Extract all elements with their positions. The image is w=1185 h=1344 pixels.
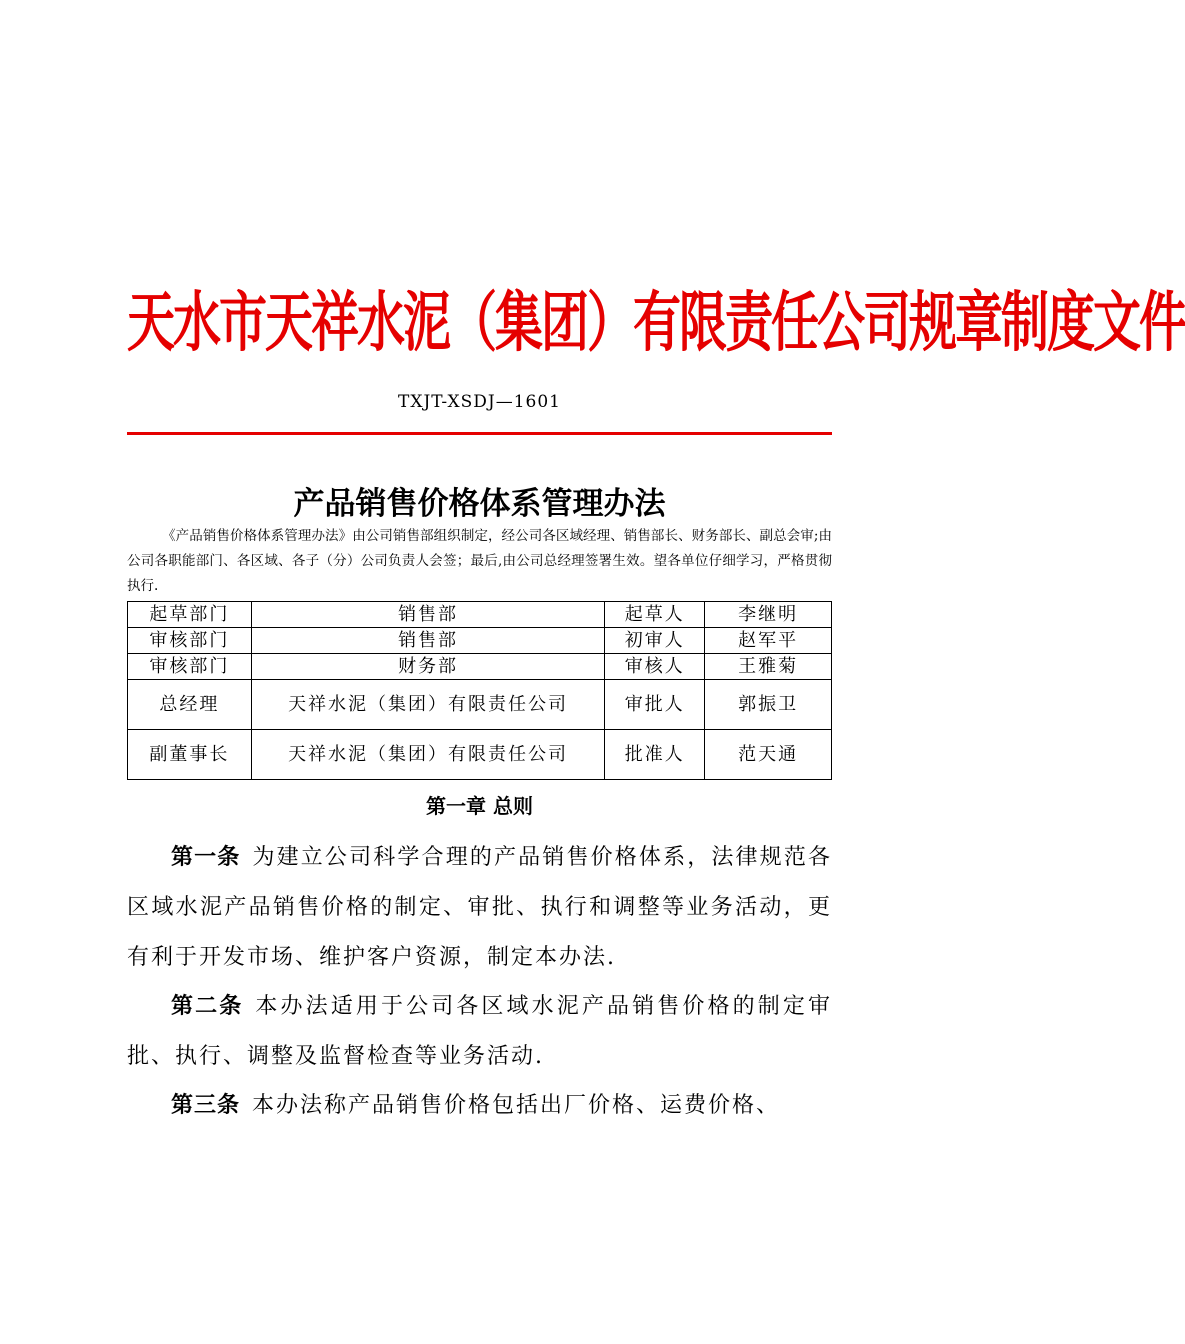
article-1	[127, 833, 832, 983]
article-lead: 第三条	[171, 1093, 241, 1118]
table-cell: 财务部	[251, 654, 604, 680]
table-cell: 初审人	[605, 628, 705, 654]
table-cell: 批准人	[605, 730, 705, 780]
table-cell: 郭振卫	[705, 680, 832, 730]
table-cell: 起草部门	[128, 602, 252, 628]
table-row	[128, 602, 832, 628]
table-cell: 王雅菊	[705, 654, 832, 680]
table-row	[128, 654, 832, 680]
table-row	[128, 680, 832, 730]
header-divider	[127, 432, 832, 435]
table-cell: 范天通	[705, 730, 832, 780]
table-cell: 审核人	[605, 654, 705, 680]
article-lead: 第一条	[171, 845, 241, 870]
intro-paragraph: 《产品销售价格体系管理办法》由公司销售部组织制定，经公司各区域经理、销售部长、财务部长、副总会审;由公司各职能部门、各区域、各子（分）公司负责人会签；最后,由公司总经理签署生效。望各单位仔细学习，严格贯彻执行.	[127, 528, 832, 594]
table-cell: 副董事长	[128, 730, 252, 780]
article-text: 本办法称产品销售价格包括出厂价格、运费价格、	[252, 1093, 781, 1118]
document-code: TXJT-XSDJ—1601	[398, 392, 561, 412]
article-2	[127, 982, 832, 1082]
table-cell: 赵军平	[705, 628, 832, 654]
org-title-header: 天水市天祥水泥（集团）有限责任公司规章制度文件	[127, 285, 1185, 361]
article-lead: 第二条	[171, 994, 244, 1019]
table-cell: 起草人	[605, 602, 705, 628]
table-cell: 总经理	[128, 680, 252, 730]
chapter-heading: 第一章 总则	[426, 794, 533, 818]
table-cell: 李继明	[705, 602, 832, 628]
table-cell: 审核部门	[128, 628, 252, 654]
table-row	[128, 628, 832, 654]
article-text: 本办法适用于公司各区域水泥产品销售价格的制定审批、执行、调整及监督检查等业务活动.	[127, 994, 832, 1069]
table-row	[128, 730, 832, 780]
article-3	[127, 1081, 832, 1131]
table-cell: 销售部	[251, 628, 604, 654]
table-cell: 销售部	[251, 602, 604, 628]
table-cell: 天祥水泥（集团）有限责任公司	[251, 680, 604, 730]
table-cell: 审核部门	[128, 654, 252, 680]
document-title: 产品销售价格体系管理办法	[293, 486, 666, 522]
table-cell: 天祥水泥（集团）有限责任公司	[251, 730, 604, 780]
signoff-table	[127, 601, 832, 780]
article-text: 为建立公司科学合理的产品销售价格体系，法律规范各区域水泥产品销售价格的制定、审批、执行和调整等业务活动，更有利于开发市场、维护客户资源，制定本办法.	[127, 845, 832, 970]
table-cell: 审批人	[605, 680, 705, 730]
